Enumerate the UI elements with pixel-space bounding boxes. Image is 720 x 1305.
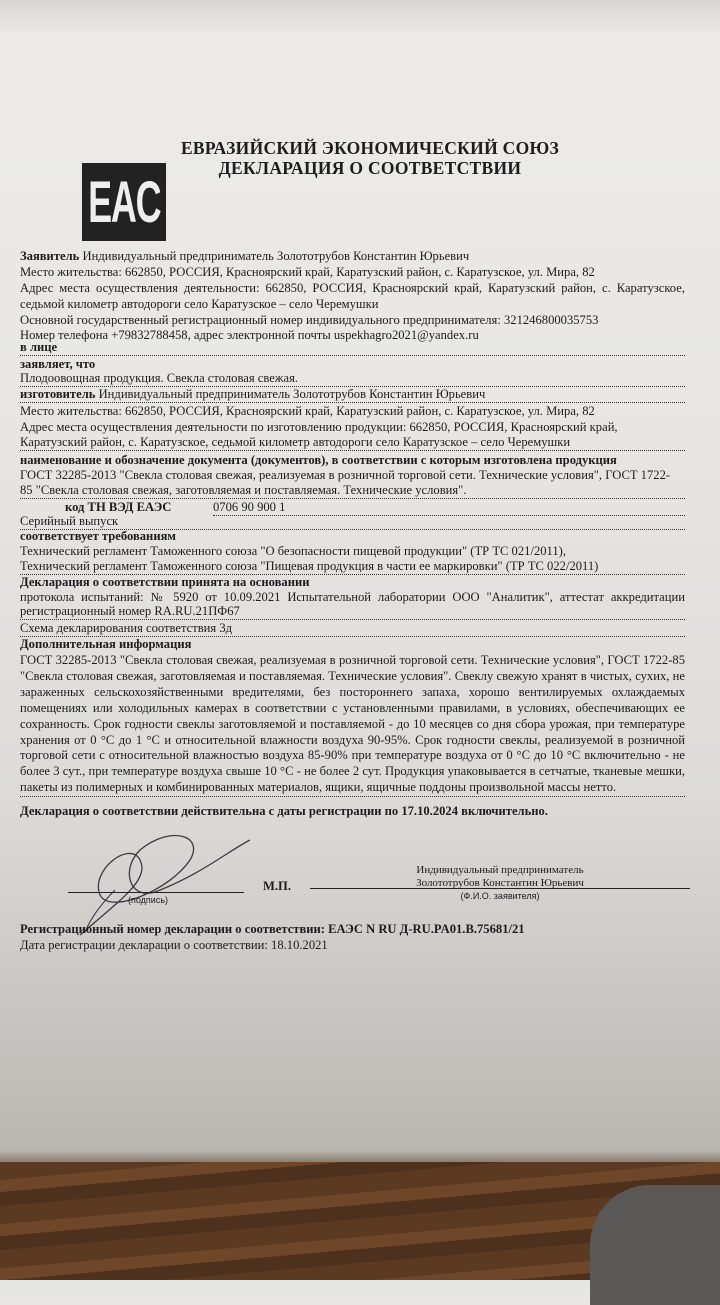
eac-logo: EAC [82,163,166,241]
product-name: Плодоовощная продукция. Свекла столовая свежая. [20,371,685,387]
hs-code-value: 0706 90 900 1 [213,500,685,516]
additional-label: Дополнительная информация [20,637,192,651]
requirements-line-1: Технический регламент Таможенного союза "О безопасности пищевой продукции" (ТР ТС 021/2011), [20,544,567,558]
signer-caption: (Ф.И.О. заявителя) [460,891,540,901]
applicant-activity-address-2: седьмой километр автодороги село Каратузское – село Черемушки [20,297,379,311]
requirements-line-2: Технический регламент Таможенного союза "Пищевая продукция в части ее маркировки" (ТР ТС 022/2011) [20,559,685,575]
registration-date: Дата регистрации декларации о соответствии: 18.10.2021 [20,938,328,952]
manufacturer-address-2: Каратузский район, с. Каратузское, седьмой километр автодороги село Каратузское – село Черемушки [20,435,685,451]
signer-name: Золототрубов Константин Юрьевич [416,877,584,889]
hs-code-row [20,500,685,515]
applicant-line: Заявитель Индивидуальный предприниматель Золототрубов Константин Юрьевич [20,249,470,263]
union-title: ЕВРАЗИЙСКИЙ ЭКОНОМИЧЕСКИЙ СОЮЗ [180,138,560,158]
registration-number: Регистрационный номер декларации о соответствии: ЕАЭС N RU Д-RU.PA01.B.75681/21 [20,922,525,936]
signer-title: Индивидуальный предприниматель [416,864,584,876]
additional-text: ГОСТ 32285-2013 "Свекла столовая свежая, реализуемая в розничной торговой сети. Технические условия", ГОСТ 1722-85 "Свекла столовая свежая, заготовляемая и поставляемая. Технические условия". Свеклу свежую хранят в чистых, сухих, не зараженных сельскохозяйственными вредителями, без постороннего запаха, хорошо вентилируемых охлаждаемых помещениях или холодильных камерах в соответствии с установленными правилами, в условиях, обеспечивающих ее сохранность. Срок годности свеклы заготовляемой и поставляемой - до 10 месяцев со дня сбора урожая, при температуре хранения от 0 °С до 1 °С и относительной влажности воздуха 90-95%. Срок годности свеклы, реализуемой в розничной торговой сети с относительной влажностью воздуха 85-90% при температуре воздуха от 0 °С до 10 °С включительно - не более 3 сут., при температуре воздуха свыше 10 °С - не более 2 сут. Продукция упаковывается в сетчатые, тканевые мешки, пакеты из полимерных и комбинированных материалов, ящики, ящичные поддоны произвольной массы нетто. [20,653,685,797]
release-type: Серийный выпуск [20,514,685,530]
documents-line-2: 85 "Свекла столовая свежая, заготовляемая и поставляемая. Технические условия". [20,483,685,499]
validity: Декларация о соответствии действительна с даты регистрации по 17.10.2024 включительно. [20,804,548,818]
documents-line-1: ГОСТ 32285-2013 "Свекла столовая свежая, реализуемая в розничной торговой сети. Технические условия", ГОСТ 1722- [20,468,671,482]
in-person-label: в лице [20,340,685,356]
stamp-label: М.П. [263,879,291,893]
signer-line [310,888,690,889]
scheme: Схема декларирования соответствия 3д [20,621,685,637]
manufacturer-address-1: Адрес места осуществления деятельности по изготовлению продукции: 662850, РОССИЯ, Красноярский край, [20,420,618,434]
declares-label: заявляет, что [20,357,96,371]
documents-label: наименование и обозначение документа (документов), в соответствии с которым изготовлена продукция [20,453,617,467]
manufacturer-line: изготовитель Индивидуальный предприниматель Золототрубов Константин Юрьевич [20,387,685,403]
basis-line-2: регистрационный номер RA.RU.21ПФ67 [20,604,685,620]
hs-code-label: код ТН ВЭД ЕАЭС [65,500,172,514]
applicant-activity-address-1: Адрес места осуществления деятельности: 662850, РОССИЯ, Красноярский край, Каратузский район, с. Каратузское, [20,281,685,295]
signature-caption: (подпись) [128,895,169,905]
signature-line [68,892,244,893]
document-title: ДЕКЛАРАЦИЯ О СООТВЕТСТВИИ [218,158,522,178]
sock [590,1185,720,1305]
manufacturer-residence: Место жительства: 662850, РОССИЯ, Красноярский край, Каратузский район, с. Каратузское, ул. Мира, 82 [20,404,595,418]
applicant-contacts: Номер телефона +79832788458, адрес электронной почты uspekhagro2021@yandex.ru [20,328,479,342]
basis-label: Декларация о соответствии принята на основании [20,575,310,589]
applicant-ogrnip: Основной государственный регистрационный номер индивидуального предпринимателя: 321246800035753 [20,313,599,327]
basis-line-1: протокола испытаний: № 5920 от 10.09.2021 Испытательной лаборатории ООО "Аналитик", аттестат аккредитации [20,590,685,604]
photo-top-shade [0,0,720,32]
requirements-label: соответствует требованиям [20,529,176,543]
applicant-residence: Место жительства: 662850, РОССИЯ, Красноярский край, Каратузский район, с. Каратузское, ул. Мира, 82 [20,265,595,279]
